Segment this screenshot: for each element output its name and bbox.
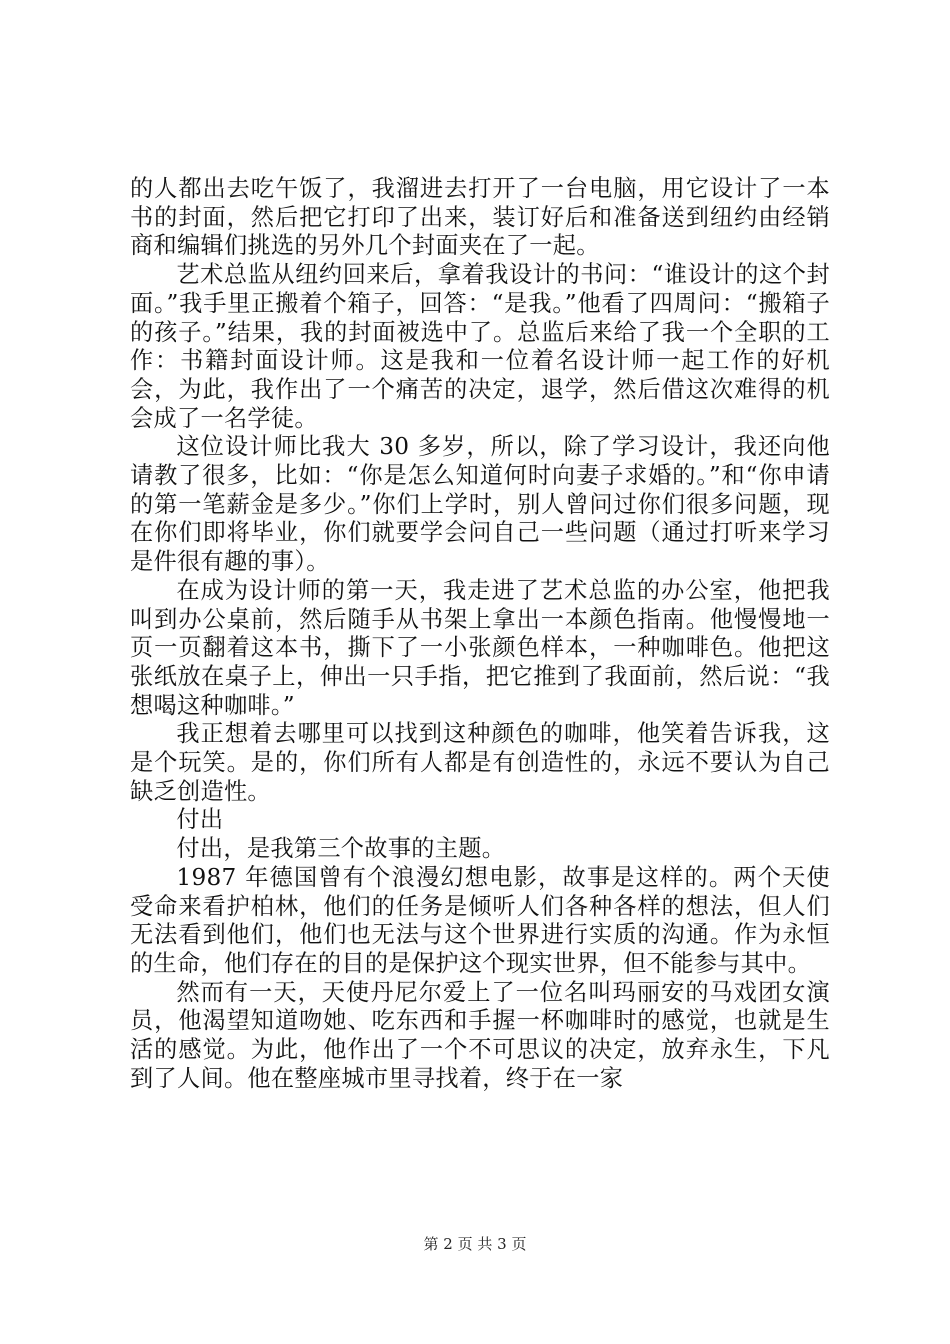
paragraph: 我正想着去哪里可以找到这种颜色的咖啡，他笑着告诉我，这是个玩笑。是的，你们所有人都是有创造性的，永远不要认为自己缺乏创造性。 <box>130 720 830 805</box>
section-heading: 付出 <box>176 806 224 834</box>
paragraph: 这位设计师比我大 30 多岁，所以，除了学习设计，我还向他请教了很多，比如：“你是怎么知道何时向妻子求婚的。”和“你申请的第一笔薪金是多少。”你们上学时，别人曾问过你们很多问题，现在你们即将毕业，你们就要学会问自己一些问题（通过打听来学习是件很有趣的事）。 <box>130 433 830 576</box>
paragraph: 然而有一天，天使丹尼尔爱上了一位名叫玛丽安的马戏团女演员，他渴望知道吻她、吃东西和手握一杯咖啡时的感觉，也就是生活的感觉。为此，他作出了一个不可思议的决定，放弃永生，下凡到了人间。他在整座城市里寻找着，终于在一家 <box>130 978 830 1092</box>
body-text <box>130 175 830 1094</box>
paragraph: 付出，是我第三个故事的主题。 <box>176 835 506 863</box>
paragraph: 的人都出去吃午饭了，我溜进去打开了一台电脑，用它设计了一本书的封面，然后把它打印了出来，装订好后和准备送到纽约由经销商和编辑们挑选的另外几个封面夹在了一起。 <box>130 175 830 260</box>
page-number-label: 第 2 页 共 3 页 <box>423 1235 527 1253</box>
page-footer <box>0 1234 950 1254</box>
paragraph: 在成为设计师的第一天，我走进了艺术总监的办公室，他把我叫到办公桌前，然后随手从书架上拿出一本颜色指南。他慢慢地一页一页翻着这本书，撕下了一小张颜色样本，一种咖啡色。他把这张纸放在桌子上，伸出一只手指，把它推到了我面前，然后说：“我想喝这种咖啡。” <box>130 576 830 719</box>
paragraph: 1987 年德国曾有个浪漫幻想电影，故事是这样的。两个天使受命来看护柏林，他们的任务是倾听人们各种各样的想法，但人们无法看到他们，他们也无法与这个世界进行实质的沟通。作为永恒的生命，他们存在的目的是保护这个现实世界，但不能参与其中。 <box>130 863 830 977</box>
paragraph: 艺术总监从纽约回来后，拿着我设计的书问：“谁设计的这个封面。”我手里正搬着个箱子，回答：“是我。”他看了四周问：“搬箱子的孩子。”结果，我的封面被选中了。总监后来给了我一个全职的工作：书籍封面设计师。这是我和一位着名设计师一起工作的好机会，为此，我作出了一个痛苦的决定，退学，然后借这次难得的机会成了一名学徒。 <box>130 261 830 432</box>
